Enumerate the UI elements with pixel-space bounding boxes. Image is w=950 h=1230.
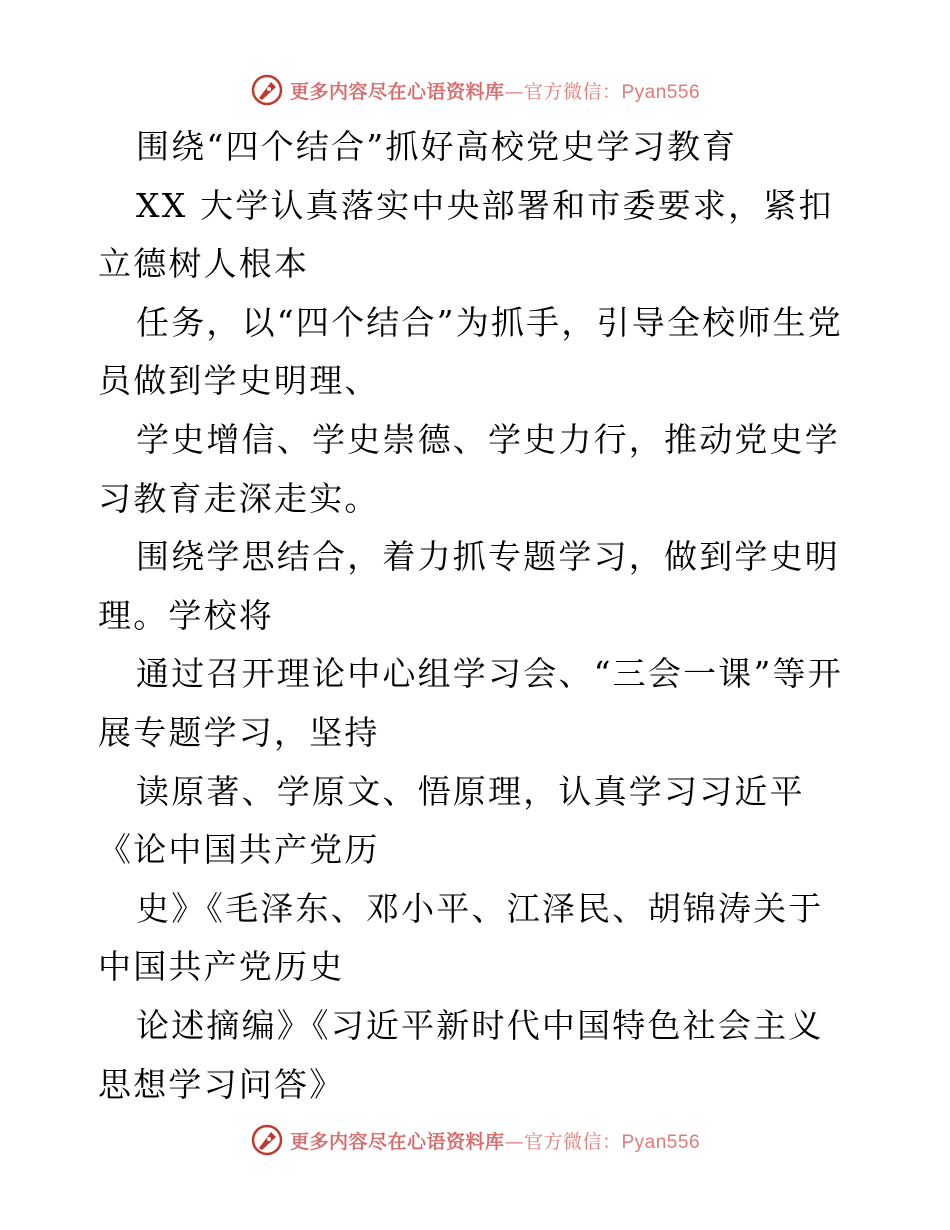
document-body	[98, 118, 858, 1114]
footer-watermark	[0, 1120, 950, 1160]
paragraph: 通过召开理论中心组学习会、“三会一课”等开展专题学习，坚持	[98, 654, 843, 752]
paragraph: XX 大学认真落实中央部署和市委要求，紧扣立德树人根本	[98, 185, 834, 284]
watermark-text: 更多内容尽在心语资料库—官方微信：Pyan556	[289, 80, 701, 103]
paragraph: 论述摘编》《习近平新时代中国特色社会主义思想学习问答》	[98, 1005, 824, 1104]
paragraph: 任务，以“四个结合”为抓手，引导全校师生党员做到学史明理、	[98, 302, 843, 401]
header-watermark	[0, 70, 950, 110]
pen-nib-logo-icon	[250, 1123, 284, 1157]
paragraph: 史》《毛泽东、邓小平、江泽民、胡锦涛关于中国共产党历史	[98, 888, 824, 987]
paragraph: 学史增信、学史崇德、学史力行，推动党史学习教育走深走实。	[98, 419, 840, 518]
watermark-text: 更多内容尽在心语资料库—官方微信：Pyan556	[289, 1130, 701, 1153]
pen-nib-logo-icon	[250, 73, 284, 107]
paragraph: 围绕“四个结合”抓好高校党史学习教育	[136, 127, 738, 166]
paragraph: 读原著、学原文、悟原理，认真学习习近平《论中国共产党历	[98, 771, 805, 870]
paragraph: 围绕学思结合，着力抓专题学习，做到学史明理。学校将	[98, 537, 840, 635]
